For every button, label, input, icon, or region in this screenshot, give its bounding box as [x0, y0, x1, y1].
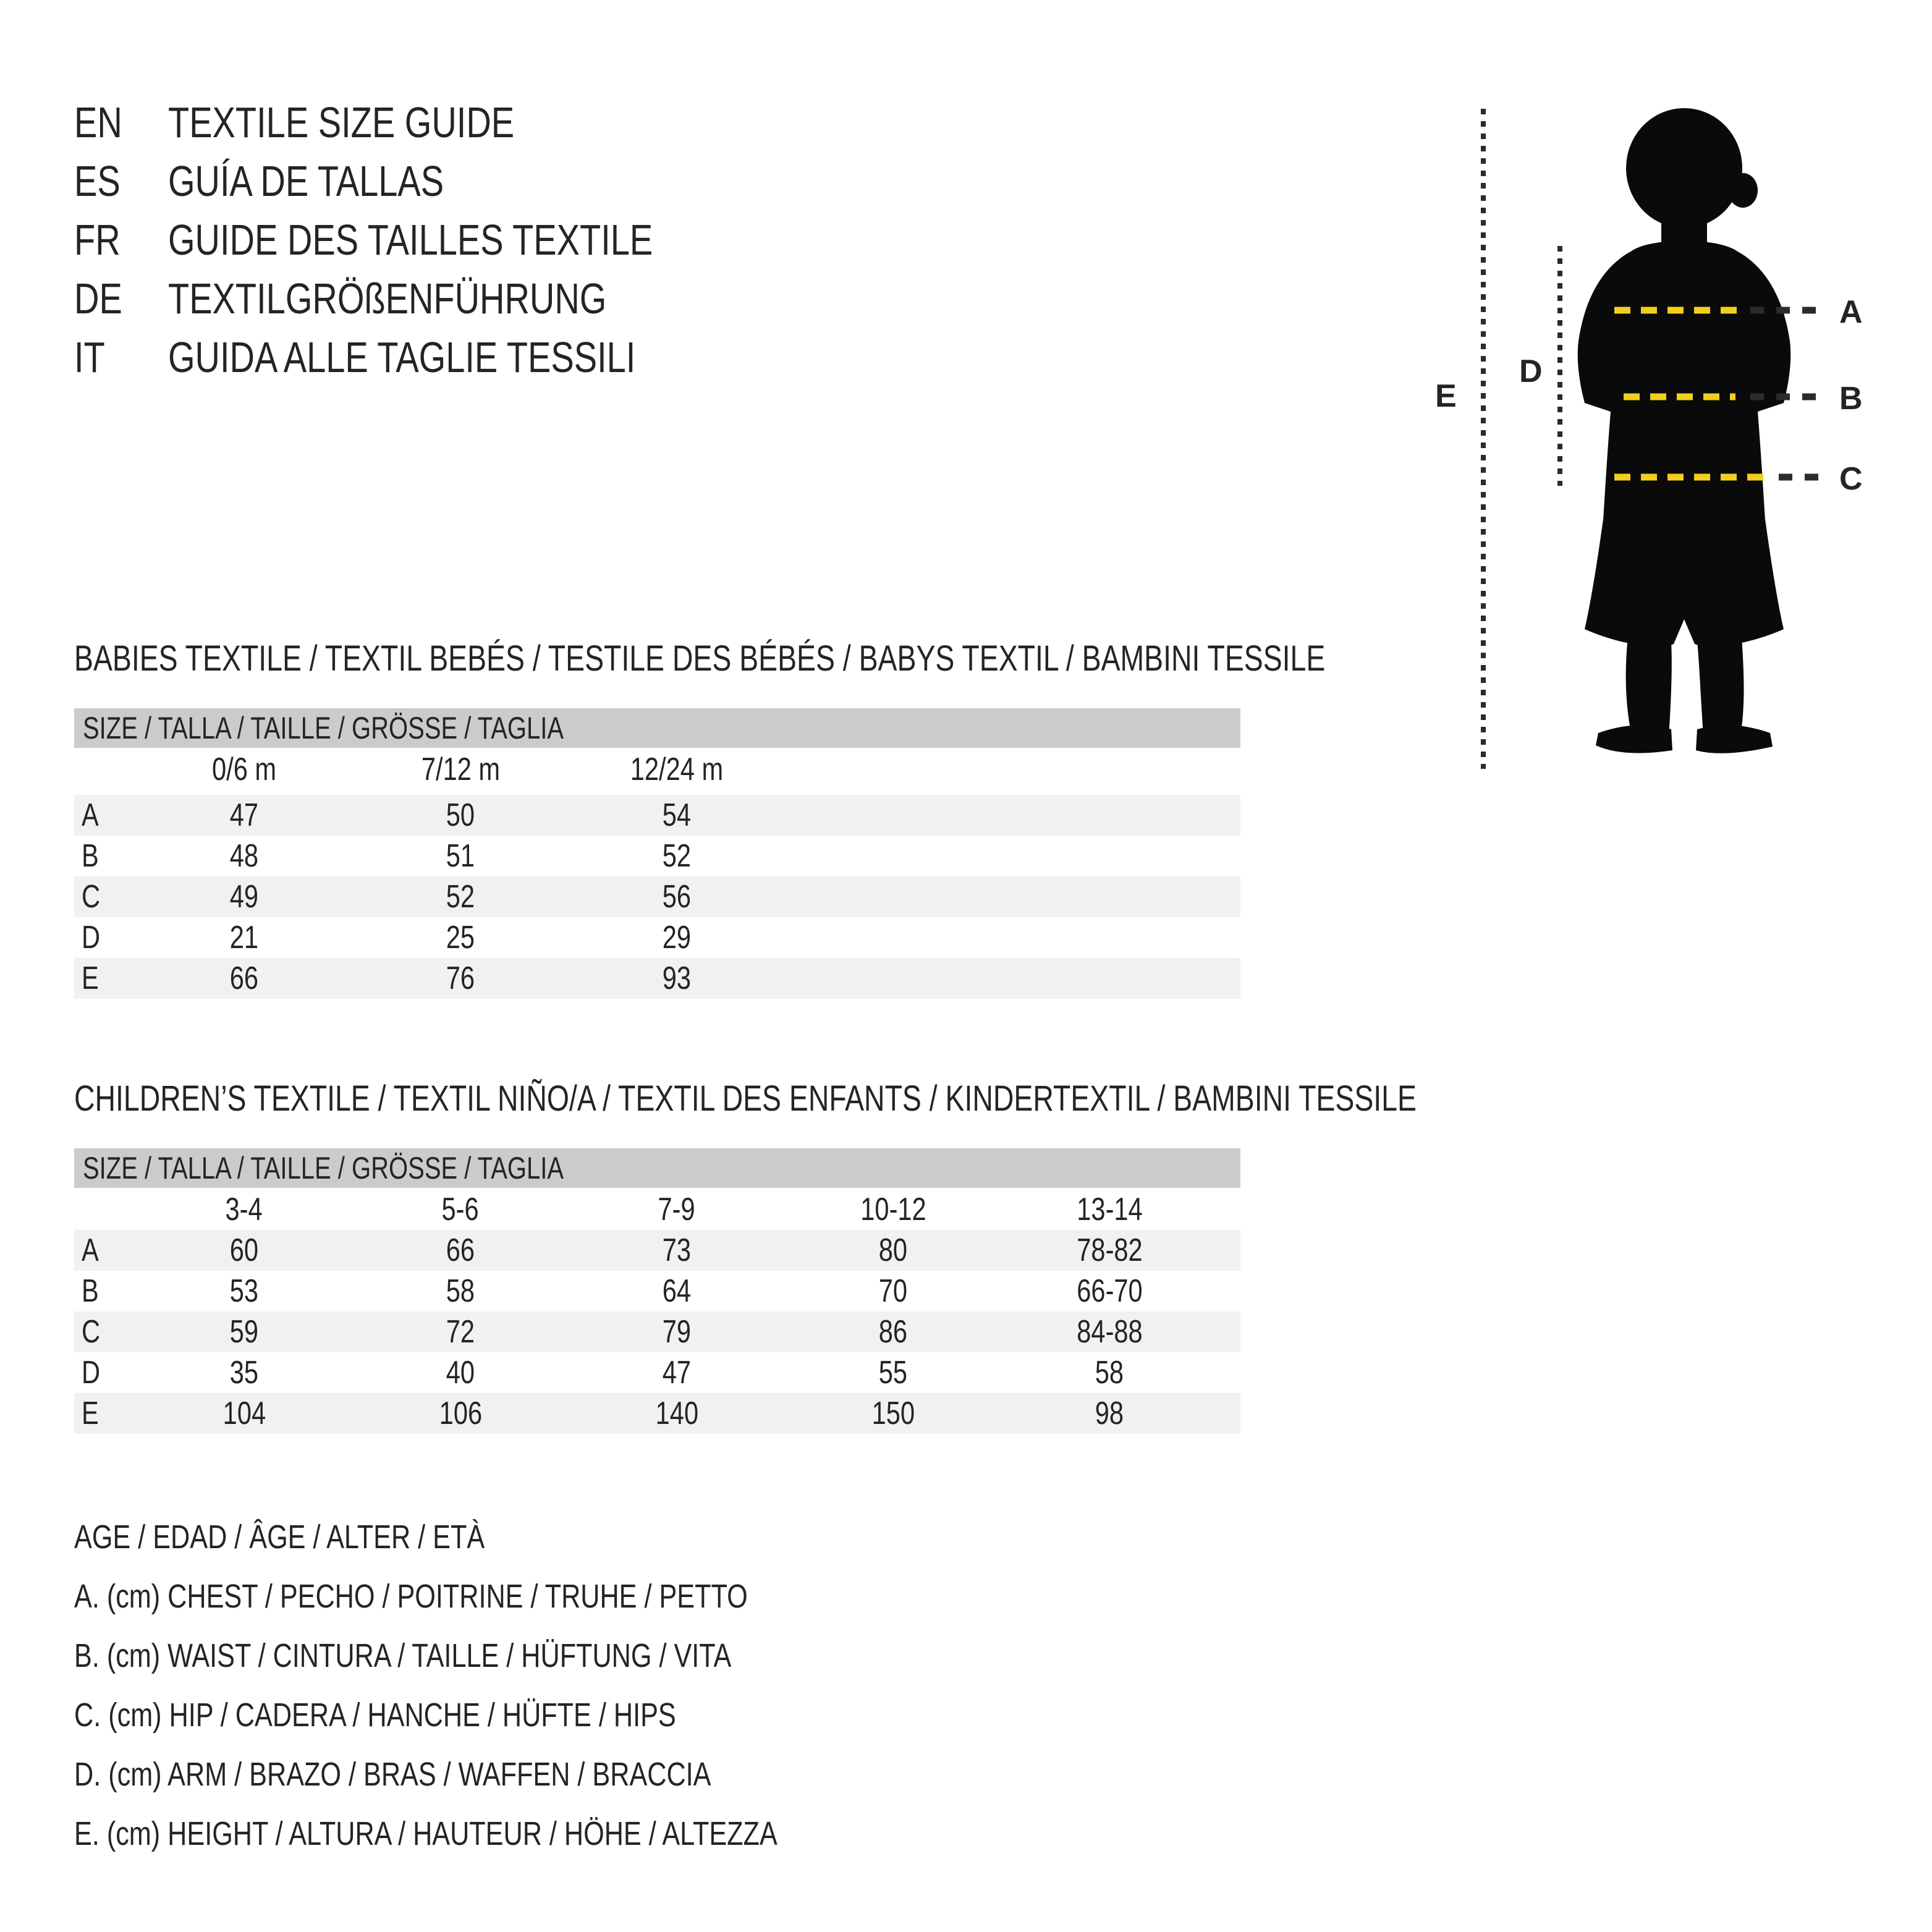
cell-value: 54 — [662, 797, 692, 833]
cell-value: 80 — [878, 1232, 908, 1268]
label-arm-d: D — [1519, 354, 1543, 389]
cell-value: 76 — [446, 960, 475, 996]
legend-height: E. (cm) HEIGHT / ALTURA / HAUTEUR / HÖHE / ALTEZZA — [74, 1815, 777, 1852]
cell-value: 98 — [1095, 1396, 1124, 1431]
label-hip-c: C — [1839, 461, 1863, 497]
cell-value: 51 — [446, 838, 475, 874]
cell-value: 40 — [446, 1355, 475, 1391]
babies-column-header-row — [74, 749, 1240, 790]
cell-value: 59 — [229, 1314, 259, 1350]
label-height-e: E — [1435, 378, 1457, 414]
cell-value: 58 — [446, 1273, 475, 1309]
language-title: GUÍA DE TALLAS — [168, 156, 444, 205]
cell-value: 49 — [229, 879, 259, 915]
children-size-header-bar — [74, 1148, 1240, 1188]
column-header: 3-4 — [225, 1192, 263, 1227]
cell-value: 21 — [229, 920, 259, 955]
cell-value: 47 — [662, 1355, 692, 1391]
cell-value: 66 — [229, 960, 259, 996]
cell-value: 79 — [662, 1314, 692, 1350]
children-row-c — [74, 1311, 1240, 1352]
language-title: GUIDA ALLE TAGLIE TESSILI — [168, 333, 636, 381]
language-row — [74, 151, 774, 210]
row-label: B — [82, 838, 99, 874]
babies-row-c — [74, 876, 1240, 917]
cell-value: 60 — [229, 1232, 259, 1268]
language-row — [74, 269, 774, 328]
language-code: DE — [74, 274, 122, 323]
cell-value: 66 — [446, 1232, 475, 1268]
children-row-e — [74, 1393, 1240, 1434]
cell-value: 25 — [446, 920, 475, 955]
row-label: E — [82, 1396, 99, 1431]
cell-value: 84-88 — [1076, 1314, 1143, 1350]
column-header: 13-14 — [1076, 1192, 1143, 1227]
cell-value: 52 — [446, 879, 475, 915]
language-code: ES — [74, 156, 121, 205]
children-row-b — [74, 1271, 1240, 1311]
babies-row-d — [74, 917, 1240, 958]
column-header: 0/6 m — [211, 752, 277, 787]
cell-value: 47 — [229, 797, 259, 833]
language-code: EN — [74, 98, 122, 146]
legend-arm: D. (cm) ARM / BRAZO / BRAS / WAFFEN / BRACCIA — [74, 1756, 711, 1793]
cell-value: 86 — [878, 1314, 908, 1350]
cell-value: 66-70 — [1076, 1273, 1143, 1309]
label-waist-b: B — [1839, 381, 1863, 417]
cell-value: 35 — [229, 1355, 259, 1391]
column-header: 5-6 — [441, 1192, 480, 1227]
row-label: B — [82, 1273, 99, 1309]
language-title: TEXTILE SIZE GUIDE — [168, 98, 515, 146]
language-row — [74, 328, 774, 386]
cell-value: 56 — [662, 879, 692, 915]
language-title: GUIDE DES TAILLES TEXTILE — [168, 215, 653, 264]
column-header: 10-12 — [860, 1192, 926, 1227]
babies-row-a — [74, 795, 1240, 836]
row-label: E — [82, 960, 99, 996]
cell-value: 52 — [662, 838, 692, 874]
measurement-figure — [1421, 93, 1932, 803]
children-row-a — [74, 1230, 1240, 1271]
legend-age: AGE / EDAD / ÂGE / ALTER / ETÀ — [74, 1519, 485, 1556]
row-label: C — [82, 1314, 101, 1350]
cell-value: 48 — [229, 838, 259, 874]
language-code: IT — [74, 333, 105, 381]
cell-value: 58 — [1095, 1355, 1124, 1391]
children-column-header-row — [74, 1189, 1240, 1230]
children-section-title: CHILDREN’S TEXTILE / TEXTIL NIÑO/A / TEXTIL DES ENFANTS / KINDERTEXTIL / BAMBINI TESSILE — [74, 1078, 1417, 1119]
cell-value: 93 — [662, 960, 692, 996]
babies-row-e — [74, 958, 1240, 999]
legend-chest: A. (cm) CHEST / PECHO / POITRINE / TRUHE / PETTO — [74, 1578, 748, 1615]
size-header-label: SIZE / TALLA / TAILLE / GRÖSSE / TAGLIA — [83, 1151, 564, 1185]
legend-waist: B. (cm) WAIST / CINTURA / TAILLE / HÜFTUNG / VITA — [74, 1637, 732, 1674]
language-header — [74, 93, 774, 386]
babies-section-title: BABIES TEXTILE / TEXTIL BEBÉS / TESTILE DES BÉBÉS / BABYS TEXTIL / BAMBINI TESSILE — [74, 638, 1326, 679]
row-label: D — [82, 920, 101, 955]
language-row — [74, 93, 774, 151]
cell-value: 140 — [655, 1396, 698, 1431]
language-title: TEXTILGRÖßENFÜHRUNG — [168, 274, 607, 323]
size-header-label: SIZE / TALLA / TAILLE / GRÖSSE / TAGLIA — [83, 711, 564, 745]
cell-value: 78-82 — [1076, 1232, 1143, 1268]
language-row — [74, 210, 774, 269]
row-label: A — [82, 1232, 99, 1268]
column-header: 7-9 — [658, 1192, 696, 1227]
row-label: D — [82, 1355, 101, 1391]
cell-value: 29 — [662, 920, 692, 955]
babies-row-b — [74, 836, 1240, 876]
column-header: 12/24 m — [630, 752, 724, 787]
cell-value: 55 — [878, 1355, 908, 1391]
cell-value: 53 — [229, 1273, 259, 1309]
row-label: C — [82, 879, 101, 915]
label-chest-a: A — [1839, 294, 1863, 330]
child-silhouette-icon — [1578, 108, 1791, 753]
cell-value: 72 — [446, 1314, 475, 1350]
children-row-d — [74, 1352, 1240, 1393]
cell-value: 73 — [662, 1232, 692, 1268]
cell-value: 106 — [439, 1396, 482, 1431]
cell-value: 50 — [446, 797, 475, 833]
column-header: 7/12 m — [421, 752, 500, 787]
cell-value: 150 — [871, 1396, 915, 1431]
legend-hip: C. (cm) HIP / CADERA / HANCHE / HÜFTE / HIPS — [74, 1697, 676, 1734]
cell-value: 104 — [222, 1396, 266, 1431]
cell-value: 64 — [662, 1273, 692, 1309]
language-code: FR — [74, 215, 121, 264]
babies-size-header-bar — [74, 708, 1240, 748]
cell-value: 70 — [878, 1273, 908, 1309]
row-label: A — [82, 797, 99, 833]
